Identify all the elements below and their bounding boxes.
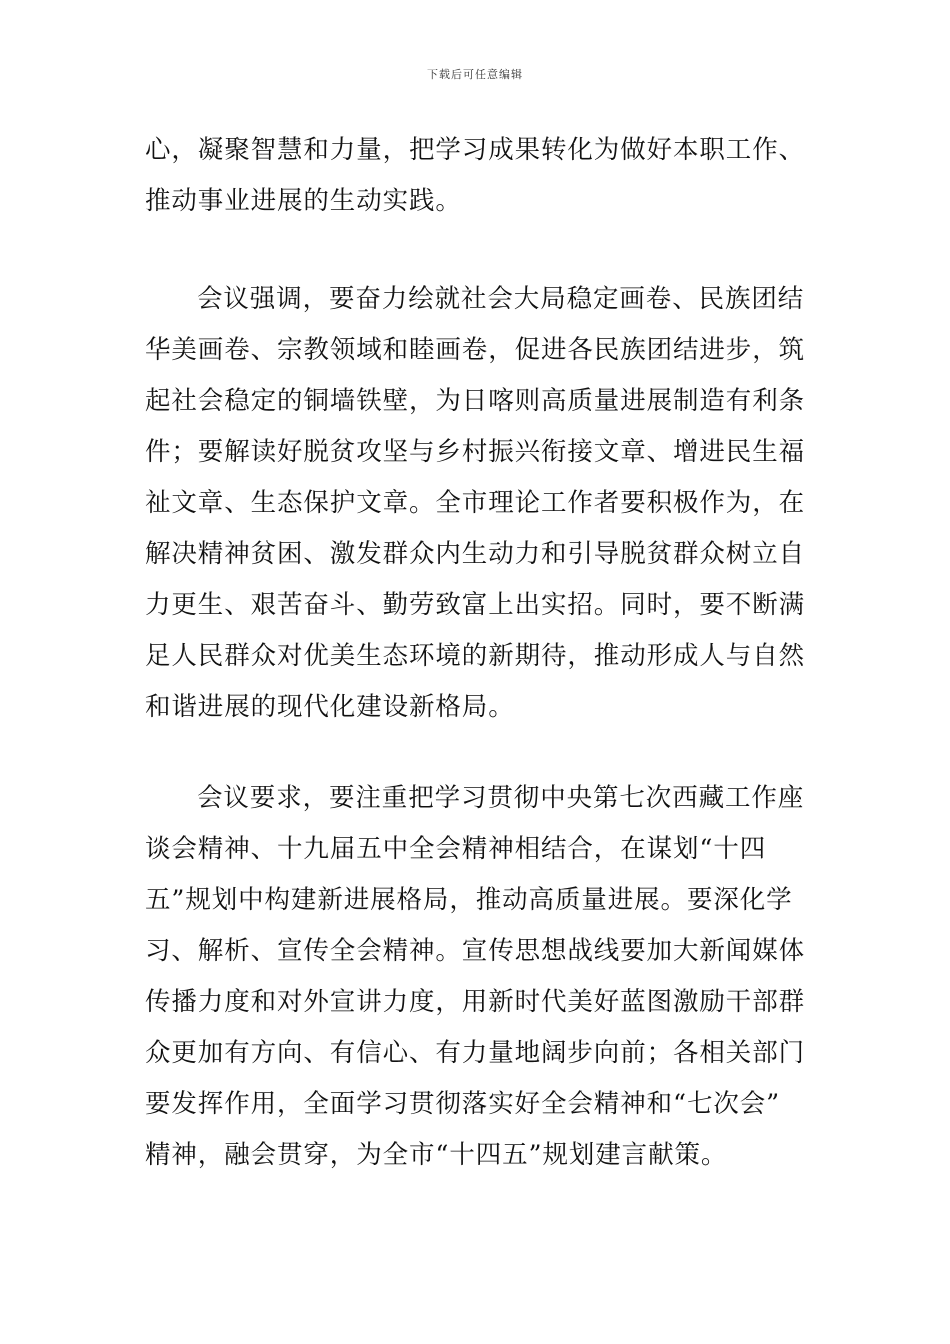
paragraph-line: 和谐进展的现代化建设新格局。 [145, 692, 515, 722]
paragraph-line: 推动事业进展的生动实践。 [145, 186, 462, 216]
paragraph-line: 力更生、艰苦奋斗、勤劳致富上出实招。同时，要不断满 [145, 590, 806, 620]
paragraph-line: 解决精神贫困、激发群众内生动力和引导脱贫群众树立自 [145, 539, 806, 569]
paragraph-1 [145, 125, 810, 227]
paragraph-2 [145, 274, 810, 733]
paragraph-line: 众更加有方向、有信心、有力量地阔步向前；各相关部门 [145, 1038, 806, 1068]
paragraph-line: 起社会稳定的铜墙铁壁，为日喀则高质量进展制造有利条 [145, 386, 806, 416]
paragraph-line: 会议要求，要注重把学习贯彻中央第七次西藏工作座 [197, 783, 805, 813]
page-header: 下载后可任意编辑 [427, 68, 523, 81]
paragraph-line: 谈会精神、十九届五中全会精神相结合，在谋划“十四 [145, 834, 767, 864]
paragraph-line: 习、解析、宣传全会精神。宣传思想战线要加大新闻媒体 [145, 936, 806, 966]
paragraph-line: 五”规划中构建新进展格局，推动高质量进展。要深化学 [145, 885, 793, 915]
paragraph-line: 件；要解读好脱贫攻坚与乡村振兴衔接文章、增进民生福 [145, 437, 806, 467]
paragraph-line: 精神，融会贯穿，为全市“十四五”规划建言献策。 [145, 1140, 728, 1170]
paragraph-line: 心，凝聚智慧和力量，把学习成果转化为做好本职工作、 [145, 135, 806, 165]
paragraph-line: 足人民群众对优美生态环境的新期待，推动形成人与自然 [145, 641, 806, 671]
paragraph-line: 传播力度和对外宣讲力度，用新时代美好蓝图激励干部群 [145, 987, 806, 1017]
paragraph-line: 会议强调，要奋力绘就社会大局稳定画卷、民族团结 [197, 284, 805, 314]
paragraph-3 [145, 773, 810, 1181]
paragraph-line: 祉文章、生态保护文章。全市理论工作者要积极作为，在 [145, 488, 806, 518]
paragraph-line: 要发挥作用，全面学习贯彻落实好全会精神和“七次会” [145, 1089, 781, 1119]
paragraph-line: 华美画卷、宗教领域和睦画卷，促进各民族团结进步，筑 [145, 335, 806, 365]
